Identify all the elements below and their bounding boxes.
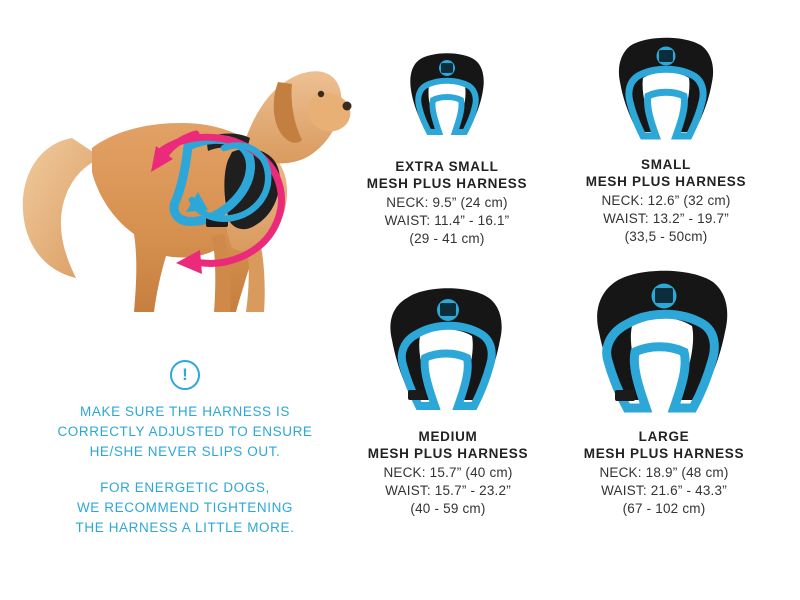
warning-spacer [30, 462, 340, 478]
dog-wearing-harness-illustration [10, 20, 360, 350]
product-spec-waist-metric: (29 - 41 cm) [409, 231, 485, 246]
warning-line-4: FOR ENERGETIC DOGS, [100, 480, 270, 495]
product-name-label: MESH PLUS HARNESS [583, 446, 745, 461]
product-spec-waist: WAIST: 11.4” - 16.1” [384, 213, 510, 228]
product-size-label: MEDIUM [418, 429, 478, 444]
product-extra-small [352, 46, 542, 248]
product-small [552, 30, 780, 246]
dog-illustration-panel [10, 20, 360, 350]
product-spec-waist: WAIST: 15.7” - 23.2” [385, 483, 511, 498]
product-name-label: MESH PLUS HARNESS [585, 174, 747, 189]
product-spec-waist: WAIST: 13.2” - 19.7” [603, 211, 729, 226]
product-spec-waist-metric: (67 - 102 cm) [622, 501, 706, 516]
product-spec-waist-metric: (40 - 59 cm) [410, 501, 486, 516]
product-spec-neck: NECK: 9.5” (24 cm) [386, 195, 508, 210]
warning-block [30, 360, 340, 538]
warning-line-2: CORRECTLY ADJUSTED TO ENSURE [57, 424, 313, 439]
warning-line-1: MAKE SURE THE HARNESS IS [80, 404, 290, 419]
product-size-label: SMALL [641, 157, 691, 172]
product-size-label: LARGE [638, 429, 690, 444]
product-size-label: EXTRA SMALL [395, 159, 499, 174]
product-spec-waist-metric: (33,5 - 50cm) [624, 229, 708, 244]
dog-nose [343, 102, 352, 111]
exclamation-icon: ! [170, 360, 200, 390]
harness-icon-extra-small [385, 46, 509, 158]
warning-line-3: HE/SHE NEVER SLIPS OUT. [89, 444, 281, 459]
product-large [548, 262, 780, 518]
product-spec-neck: NECK: 18.9” (48 cm) [599, 465, 729, 480]
dog-eye [318, 91, 324, 97]
harness-icon-small [590, 30, 742, 156]
product-name-label: MESH PLUS HARNESS [367, 446, 529, 461]
product-spec-waist: WAIST: 21.6” - 43.3” [601, 483, 727, 498]
product-spec-neck: NECK: 15.7” (40 cm) [383, 465, 513, 480]
product-spec-neck: NECK: 12.6” (32 cm) [601, 193, 731, 208]
product-medium [348, 280, 548, 518]
warning-line-5: WE RECOMMEND TIGHTENING [76, 500, 294, 515]
harness-icon-medium [365, 280, 531, 428]
harness-icon-large [569, 262, 759, 428]
warning-line-6: THE HARNESS A LITTLE MORE. [75, 520, 295, 535]
product-name-label: MESH PLUS HARNESS [366, 176, 528, 191]
dog-tail [23, 138, 102, 278]
